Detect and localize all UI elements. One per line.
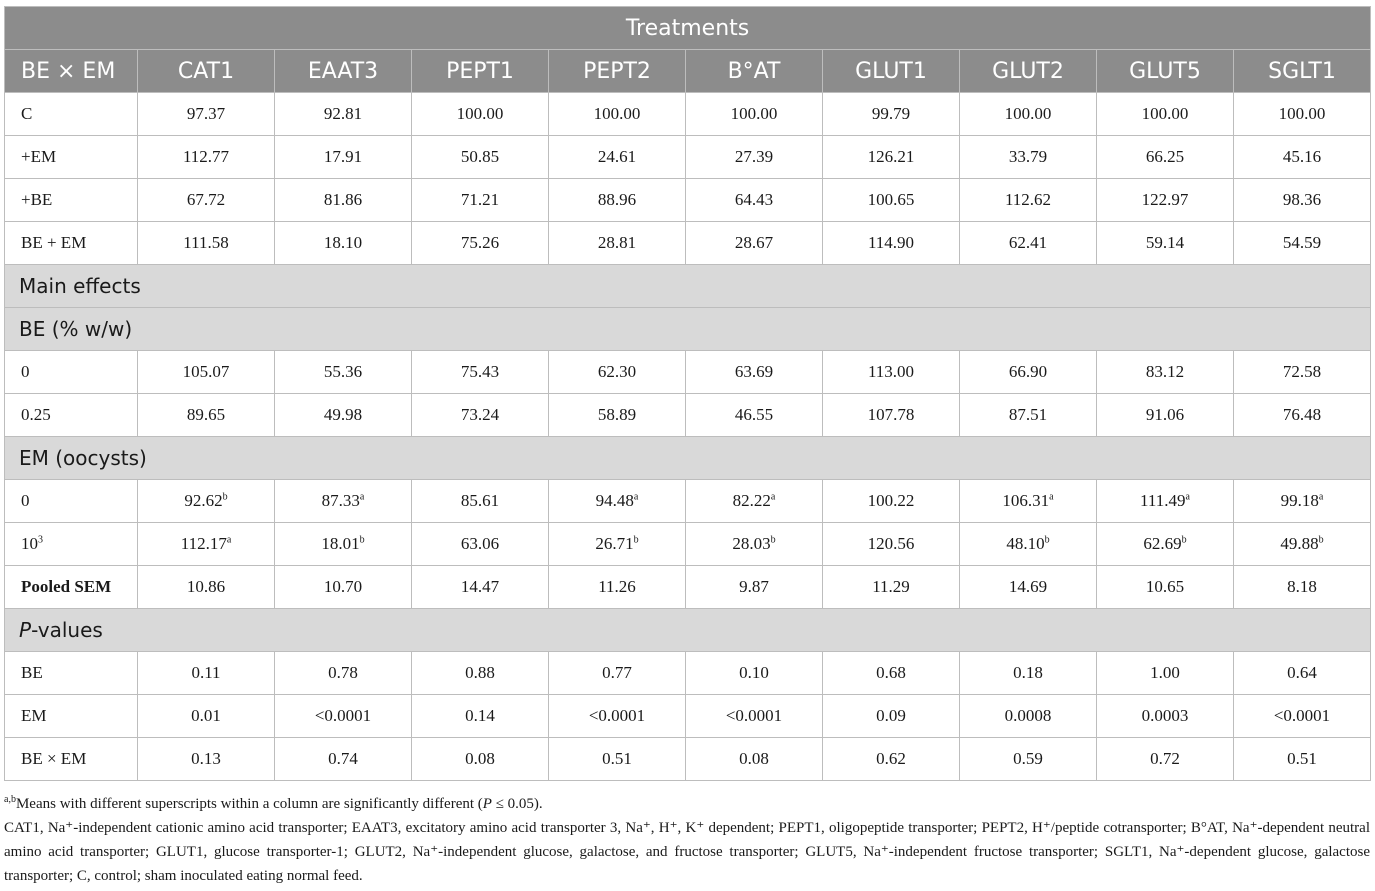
table-cell: 66.90 (960, 351, 1097, 394)
section-be-dose: BE (% w/w) (5, 308, 1371, 351)
table-row (5, 351, 1371, 394)
table-cell: 28.81 (549, 222, 686, 265)
significance-superscript: b (1318, 534, 1324, 546)
footnote-abbreviations: CAT1, Na⁺-independent cationic amino acid transporter; EAAT3, excitatory amino acid transporter 3, Na⁺, H⁺, K⁺ dependent; PEPT1, oligopeptide transporter; PEPT2, H⁺/peptide cotransporter; B°AT, Na⁺-dependent neutral amino acid transporter; GLUT1, glucose transporter-1; GLUT2, Na⁺-independent glucose, galactose, and fructose transporter; GLUT5, Na⁺-independent fructose transporter; SGLT1, Na⁺-dependent glucose, galactose transporter; C, control; sham inoculated eating normal feed. (4, 820, 1370, 884)
significance-superscript: b (770, 534, 776, 546)
table-cell: 11.26 (549, 566, 686, 609)
table-cell: 0.0008 (960, 695, 1097, 738)
table-cell: 24.61 (549, 136, 686, 179)
table-cell: 100.00 (960, 93, 1097, 136)
table-cell: 18.10 (275, 222, 412, 265)
table-cell: <0.0001 (549, 695, 686, 738)
table-body (5, 93, 1371, 781)
table-cell: <0.0001 (1234, 695, 1371, 738)
table-cell: 50.85 (412, 136, 549, 179)
table-cell: 63.69 (686, 351, 823, 394)
table-cell: <0.0001 (686, 695, 823, 738)
significance-superscript: a (1318, 491, 1324, 503)
significance-superscript: b (222, 491, 228, 503)
table-cell: 120.56 (823, 523, 960, 566)
section-row (5, 609, 1371, 652)
table-cell: 112.62 (960, 179, 1097, 222)
table-cell: 33.79 (960, 136, 1097, 179)
section-row (5, 265, 1371, 308)
significance-superscript: b (359, 534, 365, 546)
table-cell: 10.65 (1097, 566, 1234, 609)
table-cell: 18.01$^b$ (275, 523, 412, 566)
table-cell: 54.59 (1234, 222, 1371, 265)
table-cell: 0.10 (686, 652, 823, 695)
table-cell: 0.59 (960, 738, 1097, 781)
table-cell: 63.06 (412, 523, 549, 566)
table-row (5, 738, 1371, 781)
table-cell: 100.65 (823, 179, 960, 222)
table-cell: 45.16 (1234, 136, 1371, 179)
table-cell: 11.29 (823, 566, 960, 609)
table-cell: 94.48$^a$ (549, 480, 686, 523)
table-cell: 100.00 (686, 93, 823, 136)
column-header: GLUT5 (1097, 50, 1234, 93)
table-cell: 0.74 (275, 738, 412, 781)
table-cell: 62.41 (960, 222, 1097, 265)
table-cell: 0.08 (686, 738, 823, 781)
significance-superscript: b (1181, 534, 1187, 546)
table-cell: 99.79 (823, 93, 960, 136)
table-cell: 81.86 (275, 179, 412, 222)
column-header: CAT1 (138, 50, 275, 93)
table-cell: 59.14 (1097, 222, 1234, 265)
table-cell: 14.69 (960, 566, 1097, 609)
significance-superscript: a (770, 491, 776, 503)
column-header: SGLT1 (1234, 50, 1371, 93)
table-cell: 49.88$^b$ (1234, 523, 1371, 566)
table-cell: 46.55 (686, 394, 823, 437)
column-header: B°AT (686, 50, 823, 93)
row-label: +EM (5, 136, 138, 179)
table-cell: 0.51 (1234, 738, 1371, 781)
significance-superscript: a (1185, 491, 1190, 503)
table-cell: 67.72 (138, 179, 275, 222)
table-title: Treatments (5, 7, 1371, 50)
table-cell: 62.30 (549, 351, 686, 394)
table-cell: 0.14 (412, 695, 549, 738)
column-header: GLUT2 (960, 50, 1097, 93)
table-cell: 75.26 (412, 222, 549, 265)
table-cell: 85.61 (412, 480, 549, 523)
table-cell: 58.89 (549, 394, 686, 437)
table-cell: 0.72 (1097, 738, 1234, 781)
table-cell: 99.18$^a$ (1234, 480, 1371, 523)
table-cell: 27.39 (686, 136, 823, 179)
table-cell: 14.47 (412, 566, 549, 609)
table-title-row (5, 7, 1371, 50)
table-cell: 97.37 (138, 93, 275, 136)
section-row (5, 308, 1371, 351)
table-cell: 106.31$^a$ (960, 480, 1097, 523)
significance-superscript: a (359, 491, 365, 503)
row-label: BE + EM (5, 222, 138, 265)
table-cell: 73.24 (412, 394, 549, 437)
table-cell: 91.06 (1097, 394, 1234, 437)
table-cell: 0.51 (549, 738, 686, 781)
table-row (5, 480, 1371, 523)
significance-superscript: a (1049, 491, 1054, 503)
table-cell: 28.03$^b$ (686, 523, 823, 566)
table-cell: 0.08 (412, 738, 549, 781)
table-cell: 113.00 (823, 351, 960, 394)
table-row (5, 695, 1371, 738)
table-cell: 122.97 (1097, 179, 1234, 222)
table-cell: <0.0001 (275, 695, 412, 738)
section-row (5, 437, 1371, 480)
significance-superscript: a (226, 534, 232, 546)
section-main-effects: Main effects (5, 265, 1371, 308)
table-cell: 92.62$^b$ (138, 480, 275, 523)
table-cell: 107.78 (823, 394, 960, 437)
table-cell: 89.65 (138, 394, 275, 437)
table-cell: 0.78 (275, 652, 412, 695)
table-cell: 92.81 (275, 93, 412, 136)
significance-superscript: b (1044, 534, 1050, 546)
table-cell: 112.17$^a$ (138, 523, 275, 566)
table-cell: 100.00 (412, 93, 549, 136)
table-row (5, 394, 1371, 437)
table-cell: 100.00 (1234, 93, 1371, 136)
section-p-values: P-values (5, 609, 1371, 652)
row-label: $10^3$ (5, 523, 138, 566)
table-cell: 71.21 (412, 179, 549, 222)
table-cell: 0.0003 (1097, 695, 1234, 738)
table-row (5, 136, 1371, 179)
column-header: EAAT3 (275, 50, 412, 93)
table-cell: 88.96 (549, 179, 686, 222)
row-label: BE × EM (5, 738, 138, 781)
table-row (5, 179, 1371, 222)
table-cell: 28.67 (686, 222, 823, 265)
table-cell: 0.68 (823, 652, 960, 695)
table-cell: 10.86 (138, 566, 275, 609)
table-cell: 0.64 (1234, 652, 1371, 695)
table-cell: 100.22 (823, 480, 960, 523)
table-row (5, 652, 1371, 695)
row-label: 0.25 (5, 394, 138, 437)
pooled-sem-row (5, 566, 1371, 609)
column-header-row (5, 50, 1371, 93)
table-cell: 17.91 (275, 136, 412, 179)
significance-superscript: b (633, 534, 639, 546)
table-row (5, 93, 1371, 136)
table-cell: 114.90 (823, 222, 960, 265)
row-label: BE (5, 652, 138, 695)
data-table-container (4, 6, 1370, 781)
column-header: BE × EM (5, 50, 138, 93)
table-cell: 10.70 (275, 566, 412, 609)
table-cell: 1.00 (1097, 652, 1234, 695)
table-cell: 0.62 (823, 738, 960, 781)
table-cell: 98.36 (1234, 179, 1371, 222)
table-cell: 55.36 (275, 351, 412, 394)
table-cell: 111.58 (138, 222, 275, 265)
table-cell: 72.58 (1234, 351, 1371, 394)
table-cell: 0.77 (549, 652, 686, 695)
table-cell: 75.43 (412, 351, 549, 394)
table-cell: 83.12 (1097, 351, 1234, 394)
table-cell: 112.77 (138, 136, 275, 179)
table-cell: 0.11 (138, 652, 275, 695)
row-label: Pooled SEM (5, 566, 138, 609)
table-cell: 100.00 (549, 93, 686, 136)
table-cell: 9.87 (686, 566, 823, 609)
table-cell: 0.09 (823, 695, 960, 738)
table-row (5, 523, 1371, 566)
table-cell: 105.07 (138, 351, 275, 394)
row-label: 0 (5, 351, 138, 394)
table-cell: 82.22$^a$ (686, 480, 823, 523)
section-em-oocysts: EM (oocysts) (5, 437, 1371, 480)
table-cell: 87.51 (960, 394, 1097, 437)
table-cell: 0.88 (412, 652, 549, 695)
table-cell: 0.18 (960, 652, 1097, 695)
table-cell: 26.71$^b$ (549, 523, 686, 566)
footnote-marker: a,b (4, 794, 16, 805)
table-cell: 0.13 (138, 738, 275, 781)
footnote-significance: $^{a,b}$Means with different superscripts within a column are significantly different (P ≤ 0.05). (4, 794, 543, 812)
table-cell: 111.49$^a$ (1097, 480, 1234, 523)
transporter-expression-table (4, 6, 1371, 781)
table-cell: 87.33$^a$ (275, 480, 412, 523)
table-cell: 0.01 (138, 695, 275, 738)
table-cell: 126.21 (823, 136, 960, 179)
table-cell: 48.10$^b$ (960, 523, 1097, 566)
table-cell: 8.18 (1234, 566, 1371, 609)
table-cell: 76.48 (1234, 394, 1371, 437)
table-cell: 64.43 (686, 179, 823, 222)
table-row (5, 222, 1371, 265)
row-label: 0 (5, 480, 138, 523)
column-header: PEPT1 (412, 50, 549, 93)
row-label: +BE (5, 179, 138, 222)
significance-superscript: a (633, 491, 639, 503)
table-cell: 62.69$^b$ (1097, 523, 1234, 566)
table-cell: 100.00 (1097, 93, 1234, 136)
column-header: GLUT1 (823, 50, 960, 93)
table-footnotes (4, 792, 1370, 888)
row-label: C (5, 93, 138, 136)
row-label: EM (5, 695, 138, 738)
table-cell: 66.25 (1097, 136, 1234, 179)
column-header: PEPT2 (549, 50, 686, 93)
table-cell: 49.98 (275, 394, 412, 437)
